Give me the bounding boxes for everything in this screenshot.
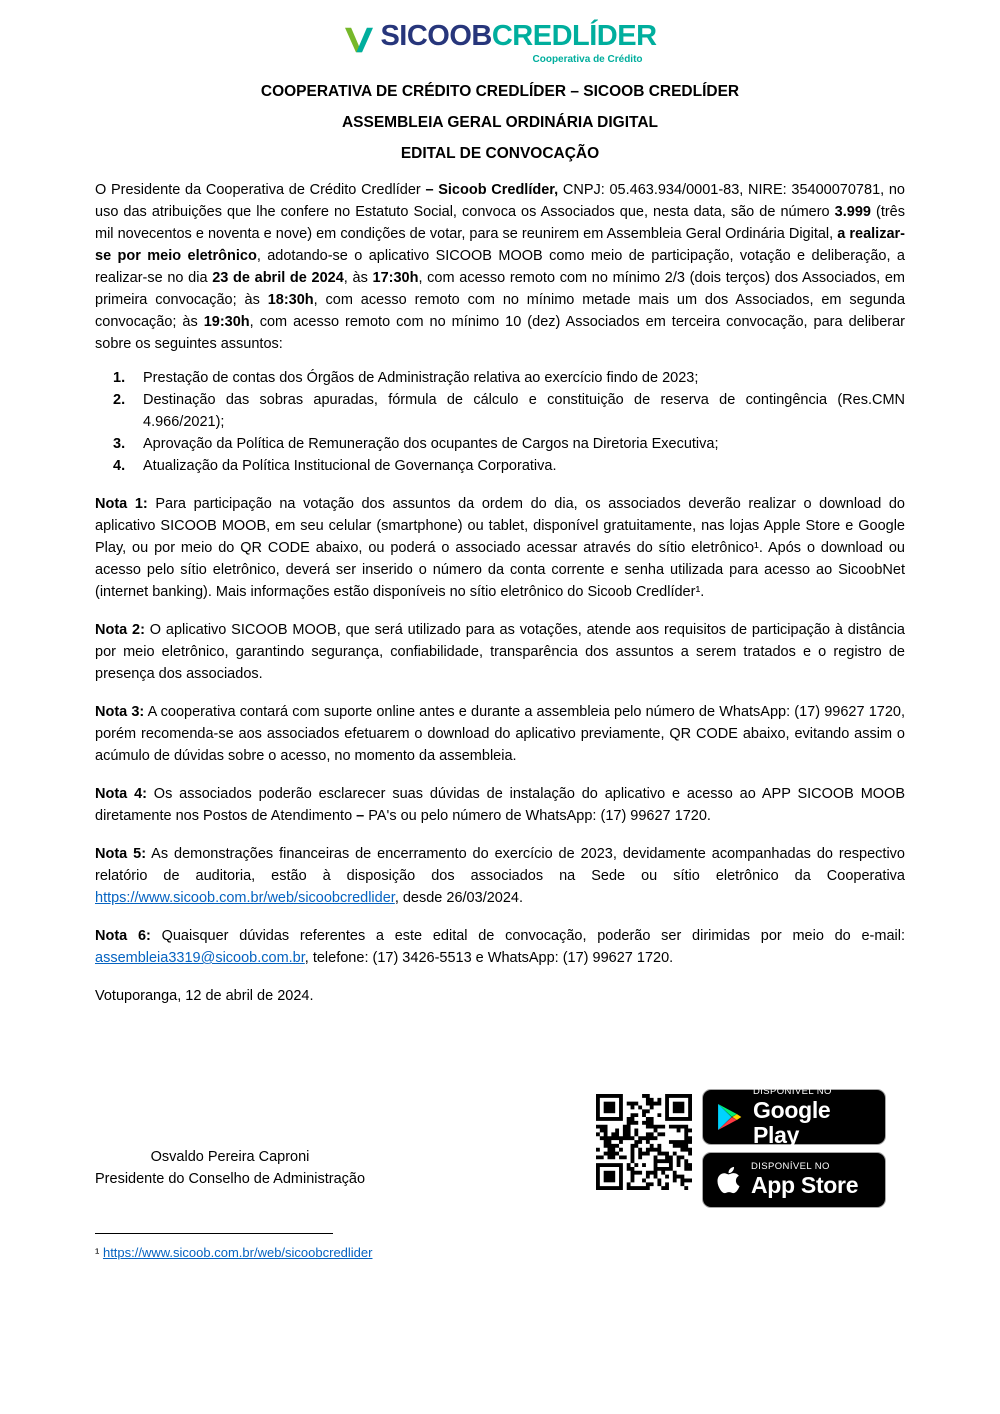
agenda-item-number: 3. [113,436,126,452]
agenda-item-number: 2. [113,392,126,408]
note-paragraph-6 [95,925,905,969]
text-segment: – Sicoob Credlíder, [425,182,559,198]
text-segment: 18:30h [267,292,314,308]
title-edital: EDITAL DE CONVOCAÇÃO [400,145,600,162]
agenda-item-1 [113,367,905,389]
sicoob-v-icon [343,22,375,54]
signature-title: Presidente do Conselho de Administração [95,1171,366,1187]
google-play-label: Google Play [753,1096,831,1148]
logo [95,22,905,65]
text-segment: A cooperativa contará com suporte online antes e durante a assembleia pelo número de WhatsApp: (17) 99627 1720, porém recomenda-se aos associados efetuarem o download do aplicativo previamente, QR CODE abaixo, evitando assim o acúmulo de dúvidas sobre o acesso, no momento da assembleia. [95,704,905,764]
title-assembleia: ASSEMBLEIA GERAL ORDINÁRIA DIGITAL [341,114,659,131]
text-segment: , telefone: (17) 3426-5513 e WhatsApp: (17) 99627 1720. [304,950,674,966]
text-segment: Nota 5: [95,846,147,862]
text-segment: As demonstrações financeiras de encerramento do exercício de 2023, devidamente acompanhadas do respectivo relatório de auditoria, estão à disposição dos associados na Sede ou sítio eletrônico da Cooperativa [95,846,905,884]
footnote [95,1233,372,1263]
note-paragraph-4 [95,783,905,827]
text-segment: Nota 1: [95,496,148,512]
note-paragraph-1 [95,493,905,603]
agenda-item-text: Aprovação da Política de Remuneração dos ocupantes de Cargos na Diretoria Executiva; [143,436,719,452]
agenda-item-number: 1. [113,370,126,386]
agenda-item-text: Destinação das sobras apuradas, fórmula de cálculo e constituição de reserva de contingência (Res.CMN 4.966/2021); [143,392,905,430]
dateline: Votuporanga, 12 de abril de 2024. [95,988,314,1004]
text-segment: , desde 26/03/2024. [394,890,524,906]
intro-paragraph [95,179,905,355]
text-segment: CNPJ: 05.463.934/0001-83, NIRE: 35400070781, no uso das atribuições que lhe confere no Estatuto Social, convoca os Associados que, nesta data, são de número [95,182,906,220]
qr-code-icon [591,1089,697,1195]
text-segment: 3.999 [834,204,871,220]
agenda-item-text: Atualização da Política Institucional de Governança Corporativa. [143,458,557,474]
app-store-label: App Store [751,1172,859,1199]
text-segment: 19:30h [203,314,250,330]
note-paragraph-5 [95,843,905,909]
text-segment: Nota 2: [95,622,145,638]
agenda-item-text: Prestação de contas dos Órgãos de Administração relativa ao exercício findo de 2023; [143,370,699,386]
text-segment: Para participação na votação dos assuntos da ordem do dia, os associados deverão realizar o download do aplicativo SICOOB MOOB, em seu celular (smartphone) ou tablet, disponível gratuitamente, nas lojas Apple Store e Google Play, ou por meio do QR CODE abaixo, ou poderá o associado acessar através do sítio eletrônico¹. Após o download ou acesso pelo sítio eletrônico, deverá ser inserido o número da conta corrente e senha utilizada para acesso ao SicoobNet (internet banking). Mais informações estão disponíveis no sítio eletrônico do Sicoob Credlíder¹. [95,496,905,600]
inline-link[interactable]: https://www.sicoob.com.br/web/sicoobcredlider [95,890,395,906]
text-segment: , com acesso remoto com no mínimo 10 (dez) Associados em terceira convocação, para deliberar sobre os seguintes assuntos: [95,314,905,352]
signature-name: Osvaldo Pereira Caproni [150,1149,310,1165]
store-badges [702,1085,886,1208]
text-segment: 17:30h [372,270,419,286]
footnote-link[interactable]: https://www.sicoob.com.br/web/sicoobcredlider [102,1245,373,1260]
app-store-prefix: DISPONÍVEL NO [751,1161,830,1173]
text-segment: Quaisquer dúvidas referentes a este edital de convocação, poderão ser dirimidas por meio do e-mail: [150,928,905,944]
agenda-item-3 [113,433,905,455]
text-segment: – [356,808,365,824]
text-segment: Nota 6: [95,928,151,944]
text-segment: Nota 4: [95,786,147,802]
google-play-triangle-icon [717,1103,742,1131]
logo-word-credlider: CREDLÍDER [491,20,657,52]
agenda-item-number: 4. [113,458,126,474]
text-segment: O Presidente da Cooperativa de Crédito Credlíder [95,182,426,198]
agenda-item-2 [113,389,905,433]
agenda-item-4 [113,455,905,477]
note-paragraph-3 [95,701,905,767]
note-paragraph-2 [95,619,905,685]
footnote-marker: ¹ [95,1245,100,1260]
signature-block [95,1146,365,1190]
text-segment: 23 de abril de 2024 [212,270,344,286]
text-segment: , com acesso remoto com no mínimo 2/3 (dois terços) dos Associados, em primeira convocação; às [95,270,905,308]
title-cooperativa: COOPERATIVA DE CRÉDITO CREDLÍDER – SICOOB CREDLÍDER [260,83,740,100]
text-segment: Nota 3: [95,704,145,720]
footnote-separator [95,1233,333,1234]
text-segment: , adotando-se o aplicativo SICOOB MOOB como meio de participação, votação e deliberação, a realizar-se no dia [95,248,905,286]
google-play-prefix: DISPONÍVEL NO [753,1085,832,1097]
inline-link[interactable]: assembleia3319@sicoob.com.br [95,950,305,966]
logo-tagline: Cooperativa de Crédito [532,54,643,65]
text-segment: , às [343,270,373,286]
app-store-badge[interactable] [702,1152,886,1208]
text-segment: Os associados poderão esclarecer suas dúvidas de instalação do aplicativo e acesso ao APP SICOOB MOOB diretamente nos Postos de Atendimento [95,786,905,824]
google-play-badge[interactable] [702,1085,886,1148]
text-segment: , com acesso remoto com no mínimo metade mais um dos Associados, em segunda convocação; às [95,292,906,330]
text-segment: PA's ou pelo número de WhatsApp: (17) 99627 1720. [364,808,711,824]
logo-word-sicoob: SICOOB [380,20,492,52]
text-segment: a realizar-se por meio eletrônico [95,226,905,264]
apple-icon [717,1165,740,1195]
text-segment: O aplicativo SICOOB MOOB, que será utilizado para as votações, atende aos requisitos de participação à distância por meio eletrônico, garantindo segurança, confiabilidade, transparência dos assuntos a serem tratados e o registro de presença dos associados. [95,622,905,682]
agenda-list [95,367,905,477]
text-segment: (três mil novecentos e noventa e nove) em condições de votar, para se reunirem em Assembleia Geral Ordinária Digital, [95,204,905,242]
